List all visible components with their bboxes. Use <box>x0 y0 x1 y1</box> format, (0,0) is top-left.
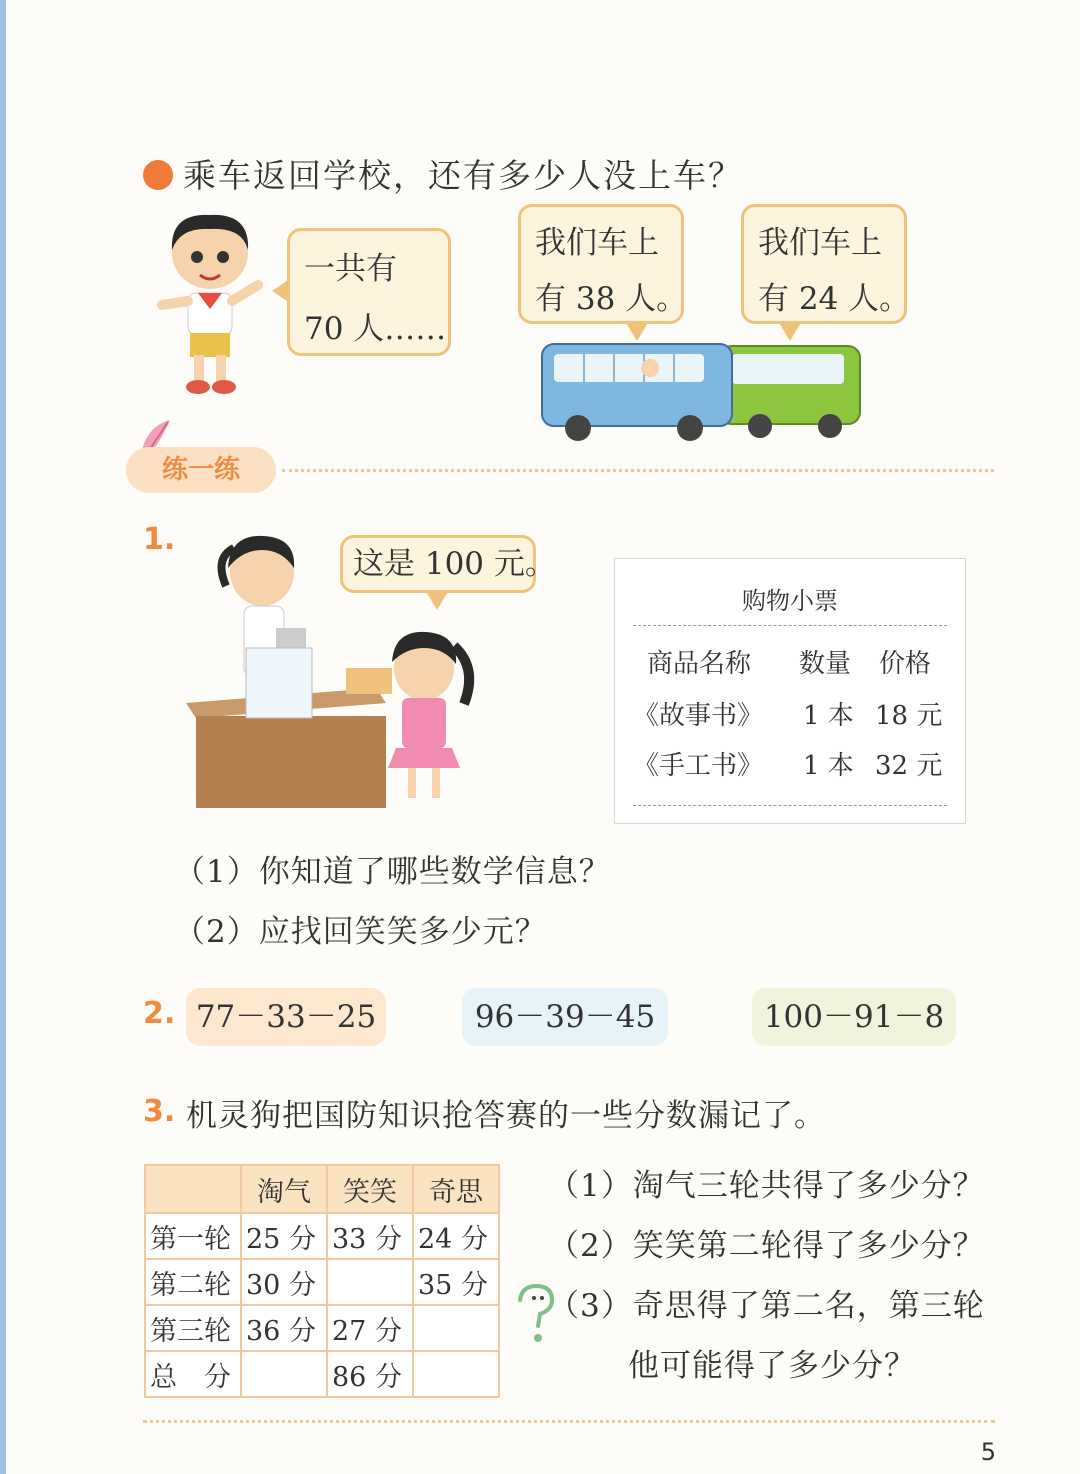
row-label: 第一轮 <box>145 1213 241 1259</box>
practice-label: 练一练 <box>126 447 276 493</box>
receipt-item-name: 《故事书》 <box>633 701 764 731</box>
expression-3: 100－91－8 <box>752 988 956 1046</box>
receipt-item-qty: 1 本 <box>803 751 854 781</box>
problem-3-text: 机灵狗把国防知识抢答赛的一些分数漏记了。 <box>186 1098 826 1134</box>
bus-question: 乘车返回学校，还有多少人没上车？ <box>183 156 743 195</box>
table-cell: 33 分 <box>327 1213 413 1259</box>
bubble-line-1: 我们车上 <box>535 225 659 261</box>
score-table-header <box>145 1165 499 1213</box>
table-row <box>145 1305 499 1351</box>
receipt-item-qty: 1 本 <box>803 701 854 731</box>
boy-speech-bubble <box>287 228 451 356</box>
problem-1-question-1: （1）你知道了哪些数学信息？ <box>174 854 611 890</box>
expression-2: 96－39－45 <box>462 988 668 1046</box>
table-row <box>145 1351 499 1397</box>
table-cell: 24 分 <box>413 1213 499 1259</box>
problem-3-question-3-cont: 他可能得了多少分？ <box>628 1348 916 1384</box>
problem-3-question-1: （1）淘气三轮共得了多少分？ <box>548 1168 985 1204</box>
receipt-divider <box>633 805 947 806</box>
header-cell: 淘气 <box>241 1165 327 1213</box>
row-label: 总 分 <box>145 1351 241 1397</box>
bubble-line-2: 有 24 人。 <box>758 281 911 317</box>
table-cell: 25 分 <box>241 1213 327 1259</box>
receipt-item-name: 《手工书》 <box>633 751 764 781</box>
cashier-speech-bubble <box>340 535 556 593</box>
problem-1-number: 1. <box>143 522 176 557</box>
problem-2-number: 2. <box>143 996 176 1031</box>
bubble-line-2: 70 人…… <box>304 311 447 347</box>
table-cell: 36 分 <box>241 1305 327 1351</box>
receipt-title: 购物小票 <box>742 587 838 615</box>
receipt-header-price: 价格 <box>879 649 932 679</box>
row-label: 第三轮 <box>145 1305 241 1351</box>
bubble-tail <box>425 590 449 610</box>
receipt-header-qty: 数量 <box>799 649 852 679</box>
table-cell: 27 分 <box>327 1305 413 1351</box>
buses-illustration <box>540 338 870 443</box>
page-edge-stripe <box>0 0 6 1474</box>
problem-3-question-2: （2）笑笑第二轮得了多少分？ <box>548 1228 985 1264</box>
score-table <box>144 1164 500 1398</box>
table-cell: 35 分 <box>413 1259 499 1305</box>
receipt-divider <box>633 625 947 626</box>
receipt-item-price: 18 元 <box>875 701 943 731</box>
expression-1: 77－33－25 <box>186 988 386 1046</box>
bullet-dot <box>143 160 173 190</box>
table-cell <box>241 1351 327 1397</box>
header-cell: 笑笑 <box>327 1165 413 1213</box>
bubble-line-2: 有 38 人。 <box>535 281 688 317</box>
table-row <box>145 1213 499 1259</box>
bottom-dotted-divider <box>143 1420 995 1423</box>
row-label: 第二轮 <box>145 1259 241 1305</box>
table-cell <box>413 1351 499 1397</box>
table-cell: 30 分 <box>241 1259 327 1305</box>
table-cell <box>413 1305 499 1351</box>
table-cell <box>327 1259 413 1305</box>
bubble-line-1: 我们车上 <box>758 225 882 261</box>
shopping-receipt <box>614 558 966 824</box>
bubble-tail <box>272 279 290 303</box>
green-bus-speech-bubble <box>741 204 911 324</box>
header-cell <box>145 1165 241 1213</box>
boy-illustration <box>150 205 270 400</box>
page-number: 5 <box>980 1438 996 1466</box>
blue-bus-speech-bubble <box>518 204 688 324</box>
problem-3-number: 3. <box>143 1094 176 1129</box>
bubble-line-1: 一共有 <box>304 251 397 287</box>
table-row <box>145 1259 499 1305</box>
receipt-header-name: 商品名称 <box>647 649 752 679</box>
dotted-divider <box>282 469 994 472</box>
receipt-item-price: 32 元 <box>875 751 943 781</box>
problem-1-question-2: （2）应找回笑笑多少元？ <box>174 914 547 950</box>
header-cell: 奇思 <box>413 1165 499 1213</box>
table-cell: 86 分 <box>327 1351 413 1397</box>
bubble-text: 这是 100 元。 <box>353 546 556 582</box>
problem-3-question-3: （3）奇思得了第二名，第三轮 <box>548 1288 985 1324</box>
